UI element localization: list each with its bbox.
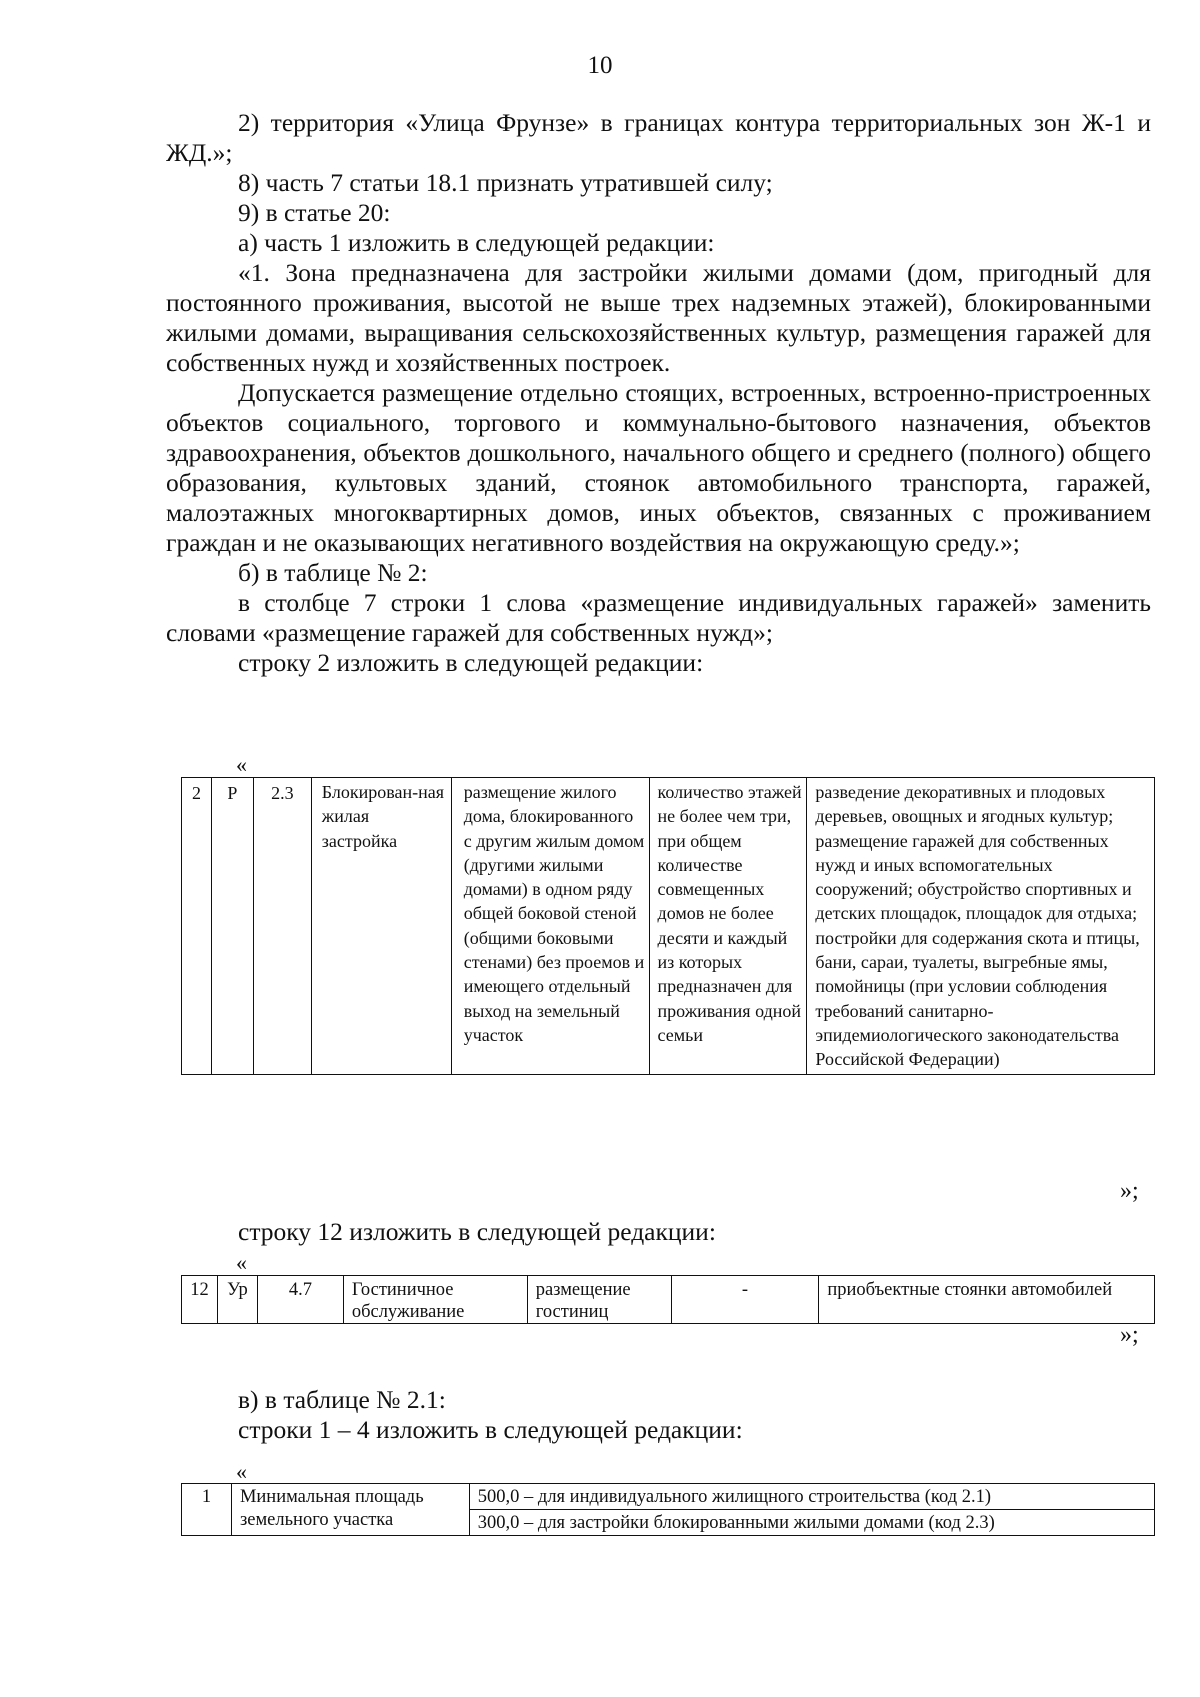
paragraph: Допускается размещение отдельно стоящих, встроенных, встроенно-пристроенных объектов социального, торгового и коммунально-бытового назначения, объектов здравоохранения, объектов дошкольного, начального общего и среднего (полного) общего образования, культовых зданий, стоянок автомобильного транспорта, гаражей, малоэтажных многоквартирных домов, иных объектов, связанных с проживанием граждан и не оказывающих негативного воздействия на окружающую среду.»; <box>166 378 1151 557</box>
table-cell: Гостиничное обслуживание <box>343 1276 527 1324</box>
table-cell: 12 <box>182 1276 218 1324</box>
opening-quote: « <box>236 752 247 777</box>
table-cell: Блокирован-ная жилая застройка <box>311 778 451 1075</box>
paragraph: б) в таблице № 2: <box>238 558 428 587</box>
table-cell: количество этажей не более чем три, при общем количестве совмещенных домов не более десяти и каждый из которых предназначен для проживания одной семьи <box>649 778 807 1075</box>
paragraph: 2) территория «Улица Фрунзе» в границах контура территориальных зон Ж-1 и ЖД.»; <box>166 108 1151 167</box>
opening-quote: « <box>236 1250 247 1275</box>
closing-quote: »; <box>1120 1178 1139 1204</box>
paragraph: «1. Зона предназначена для застройки жилыми домами (дом, пригодный для постоянного проживания, высотой не выше трех надземных этажей), блокированными жилыми домами, выращивания сельскохозяйственных культур, размещения гаражей для собственных нужд и хозяйственных построек. <box>166 258 1151 377</box>
paragraph: 9) в статье 20: <box>238 198 391 227</box>
table-cell: размещение жилого дома, блокированного с другим жилым домом (другими жилыми домами) в одном ряду общей боковой стеной (общими боковыми стенами) без проемов и имеющего отдельный выход на земельный участок <box>451 778 649 1075</box>
table-cell: размещение гостиниц <box>527 1276 671 1324</box>
table-cell: 500,0 – для индивидуального жилищного строительства (код 2.1) <box>469 1484 1154 1510</box>
table-cell: 4.7 <box>257 1276 343 1324</box>
document-body <box>166 108 1151 678</box>
paragraph: строку 2 изложить в следующей редакции: <box>238 648 704 677</box>
document-body-3 <box>166 1385 1151 1445</box>
paragraph: в столбце 7 строки 1 слова «размещение индивидуальных гаражей» заменить словами «размещение гаражей для собственных нужд»; <box>166 588 1151 647</box>
table-row <box>182 1484 1155 1510</box>
paragraph: строку 12 изложить в следующей редакции: <box>238 1217 716 1246</box>
table-cell: 300,0 – для застройки блокированными жилыми домами (код 2.3) <box>469 1510 1154 1536</box>
table-cell: - <box>671 1276 819 1324</box>
table-cell: приобъектные стоянки автомобилей <box>819 1276 1155 1324</box>
paragraph: 8) часть 7 статьи 18.1 признать утратившей силу; <box>238 168 773 197</box>
table-row-2 <box>181 777 1155 1075</box>
table-cell: Минимальная площадь земельного участка <box>231 1484 469 1536</box>
table-cell: 2 <box>182 778 212 1075</box>
table-cell: Р <box>211 778 253 1075</box>
paragraph: строки 1 – 4 изложить в следующей редакции: <box>238 1415 743 1444</box>
document-body-2 <box>166 1217 1151 1247</box>
opening-quote: « <box>236 1459 247 1484</box>
table-cell: 1 <box>182 1484 232 1536</box>
table-cell: 2.3 <box>253 778 311 1075</box>
closing-quote: »; <box>1120 1322 1139 1348</box>
paragraph: в) в таблице № 2.1: <box>238 1385 446 1414</box>
table-row <box>182 778 1155 1075</box>
table-cell: разведение декоративных и плодовых деревьев, овощных и ягодных культур; размещение гаражей для собственных нужд и иных вспомогательных сооружений; обустройство спортивных и детских площадок, площадок для отдыха; постройки для содержания скота и птицы, бани, сараи, туалеты, выгребные ямы, помойницы (при условии соблюдения требований санитарно-эпидемиологического законодательства Российской Федерации) <box>807 778 1155 1075</box>
page-number: 10 <box>587 52 613 79</box>
table-row-12 <box>181 1275 1155 1324</box>
table-cell: Ур <box>217 1276 257 1324</box>
table-2-1 <box>181 1483 1155 1536</box>
paragraph: а) часть 1 изложить в следующей редакции: <box>238 228 715 257</box>
table-row <box>182 1276 1155 1324</box>
